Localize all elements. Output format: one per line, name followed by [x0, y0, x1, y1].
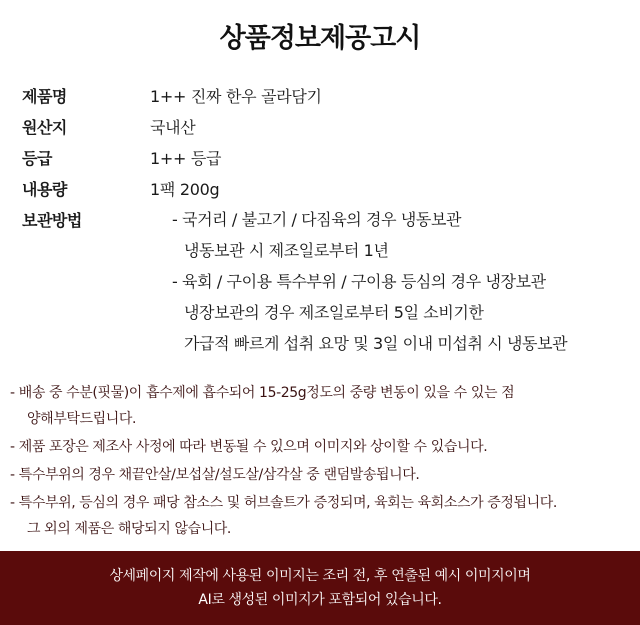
notice-item: - 배송 중 수분(핏물)이 흡수제에 흡수되어 15-25g정도의 중량 변동이 있을 수 있는 점 [10, 385, 515, 401]
disclaimer-banner [0, 551, 640, 625]
storage-lines [172, 204, 622, 359]
notice-item: - 제품 포장은 제조사 사정에 따라 변동될 수 있으며 이미지와 상이할 수 있습니다. [10, 439, 488, 455]
info-row-product-name [22, 80, 622, 111]
storage-label: 보관방법 [22, 211, 82, 230]
notice-item: - 특수부위의 경우 채끝안살/보섭살/설도살/삼각살 중 랜덤발송됩니다. [10, 467, 420, 483]
notice-item-continued: 양해부탁드립니다. [27, 411, 137, 427]
info-value: 1++ 진짜 한우 골라담기 [150, 87, 322, 106]
disclaimer-line: AI로 생성된 이미지가 포함되어 있습니다. [198, 592, 442, 608]
notice-list [10, 379, 625, 543]
info-row-origin [22, 111, 622, 142]
disclaimer-line: 상세페이지 제작에 사용된 이미지는 조리 전, 후 연출된 예시 이미지이며 [109, 568, 531, 584]
storage-line: - 국거리 / 불고기 / 다짐육의 경우 냉동보관 [172, 210, 462, 229]
page-title: 상품정보제공고시 [219, 23, 421, 54]
storage-line: 냉장보관의 경우 제조일로부터 5일 소비기한 [184, 303, 484, 322]
info-row-quantity [22, 173, 622, 204]
storage-line: 냉동보관 시 제조일로부터 1년 [184, 241, 389, 260]
info-label: 등급 [22, 149, 52, 168]
info-row-grade [22, 142, 622, 173]
storage-line: - 육회 / 구이용 특수부위 / 구이용 등심의 경우 냉장보관 [172, 272, 546, 291]
info-label: 제품명 [22, 87, 67, 106]
info-label: 원산지 [22, 118, 67, 137]
info-label: 내용량 [22, 180, 67, 199]
info-value: 국내산 [150, 118, 196, 137]
storage-line: 가급적 빠르게 섭취 요망 및 3일 이내 미섭취 시 냉동보관 [184, 334, 568, 353]
info-value: 1++ 등급 [150, 149, 222, 168]
product-info-table [22, 80, 622, 204]
info-value: 1팩 200g [150, 180, 220, 199]
notice-item-continued: 그 외의 제품은 해당되지 않습니다. [27, 521, 231, 537]
notice-item: - 특수부위, 등심의 경우 패당 참소스 및 허브솔트가 증정되며, 육회는 육회소스가 증정됩니다. [10, 495, 557, 511]
